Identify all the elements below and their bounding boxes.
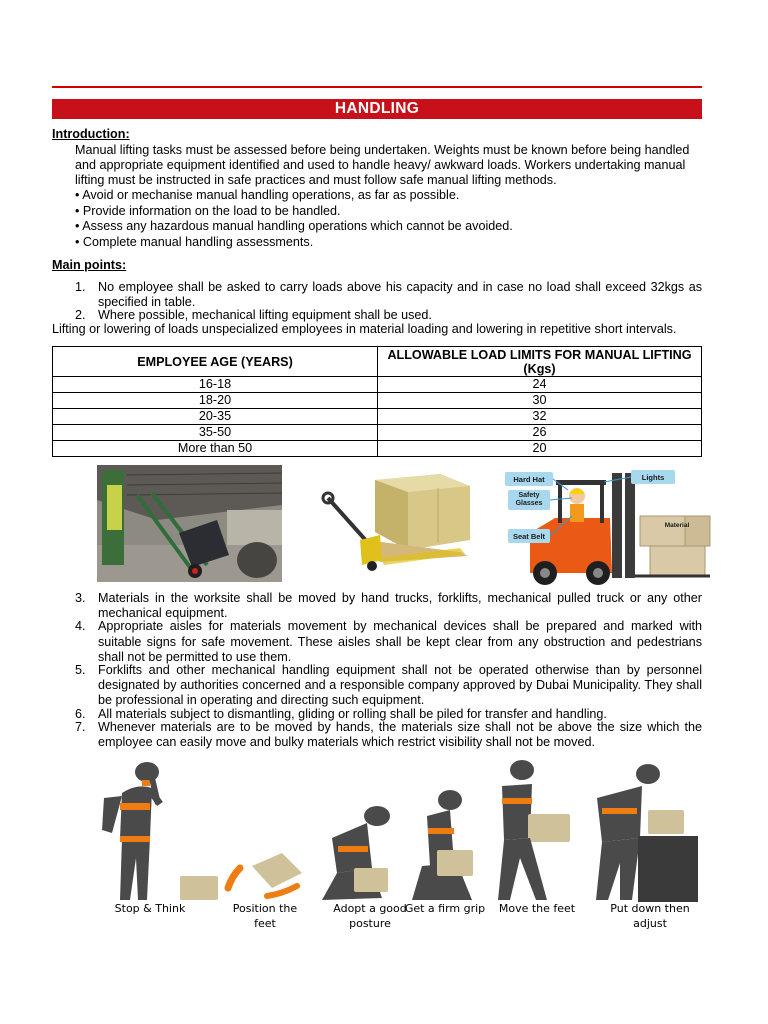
main-points-list-a xyxy=(75,280,702,324)
figure-position-feet xyxy=(228,853,302,896)
caption-stop-think: Stop & Think xyxy=(114,902,186,915)
point-number: 4. xyxy=(75,619,86,634)
point-number: 6. xyxy=(75,706,86,721)
point-number: 2. xyxy=(75,308,86,323)
caption-position-feet: Position the feet xyxy=(232,902,298,930)
column-header-limit: ALLOWABLE LOAD LIMITS FOR MANUAL LIFTING (Kgs) xyxy=(378,347,702,377)
point-text: Whenever materials are to be moved by hands, the materials size shall not be above the size which the employee can easily move and bulky materials which restrict visibility shall not be moved. xyxy=(98,719,702,750)
point-text: Appropriate aisles for materials movement by mechanical devices shall be prepared and marked with suitable signs for safe movement. These aisles shall be kept clear from any obstruction and pedestrians shall not be permitted to use them. xyxy=(98,619,702,664)
point-item xyxy=(75,720,702,750)
column-header-age: EMPLOYEE AGE (YEARS) xyxy=(53,347,378,377)
label-material: Material xyxy=(664,522,690,529)
load-limits-table xyxy=(52,346,702,457)
pallet-jack-photo xyxy=(320,470,475,578)
point-number: 7. xyxy=(75,719,86,734)
limit-cell: 20 xyxy=(378,441,702,457)
label-hard-hat: Hard Hat xyxy=(513,475,545,484)
bullet-item: • Provide information on the load to be handled. xyxy=(75,203,341,218)
age-cell: 18-20 xyxy=(53,393,378,409)
main-points-list-b xyxy=(75,591,702,750)
figure-move-feet xyxy=(498,760,570,900)
limit-cell: 26 xyxy=(378,425,702,441)
point-number: 5. xyxy=(75,663,86,678)
point-number: 3. xyxy=(75,591,86,605)
main-points-heading: Main points: xyxy=(52,258,127,272)
figure-stop-think xyxy=(102,762,218,900)
table-row xyxy=(53,409,702,425)
caption-put-down: Put down then adjust xyxy=(610,902,690,930)
intro-heading: Introduction: xyxy=(52,127,130,141)
age-cell: 20-35 xyxy=(53,409,378,425)
limit-cell: 24 xyxy=(378,377,702,393)
caption-firm-grip: Get a firm grip xyxy=(404,902,486,915)
table-header-row xyxy=(53,347,702,377)
point-item xyxy=(75,619,702,665)
intro-bullets xyxy=(75,188,695,250)
limit-cell: 32 xyxy=(378,409,702,425)
label-safety-glasses: Safety Glasses xyxy=(515,492,543,507)
bullet-item: • Complete manual handling assessments. xyxy=(75,234,314,249)
top-rule xyxy=(52,86,702,88)
hand-truck-photo xyxy=(97,465,282,582)
point-item xyxy=(75,663,702,709)
intro-paragraph: Manual lifting tasks must be assessed before being undertaken. Weights must be known before being handled and appropriate equipment identified and used to handle heavy/ awkward loads. Workers undertaking manual lifting must be instructed in safe practices and must follow safe manual lifting methods. xyxy=(75,143,690,188)
table-row xyxy=(53,377,702,393)
lifting-steps-illustration xyxy=(92,758,702,906)
caption-move-feet: Move the feet xyxy=(498,902,576,915)
point-item xyxy=(75,591,702,621)
table-row xyxy=(53,393,702,409)
limit-cell: 30 xyxy=(378,393,702,409)
section-banner: HANDLING xyxy=(52,99,702,119)
label-lights: Lights xyxy=(641,473,665,482)
age-cell: More than 50 xyxy=(53,441,378,457)
table-row xyxy=(53,441,702,457)
figure-firm-grip xyxy=(412,790,473,900)
label-seat-belt: Seat Belt xyxy=(512,532,546,541)
forklift-illustration xyxy=(500,468,712,585)
point-text: No employee shall be asked to carry loads above his capacity and in case no load shall exceed 32kgs as specified in table. xyxy=(98,280,702,310)
age-cell: 35-50 xyxy=(53,425,378,441)
table-row xyxy=(53,425,702,441)
point-text: All materials subject to dismantling, gliding or rolling shall be piled for transfer and handling. xyxy=(98,706,607,721)
point-text: Materials in the worksite shall be moved by hand trucks, forklifts, mechanical pulled truck or any other mechanical equipment. xyxy=(98,591,702,621)
bullet-item: • Avoid or mechanise manual handling operations, as far as possible. xyxy=(75,188,460,202)
point-text: Forklifts and other mechanical handling equipment shall not be operated otherwise than by personnel designated by authorities concerned and a responsible company approved by Dubai Municipality. They shall be professional in operating and directing such equipment. xyxy=(98,663,702,708)
lifting-note: Lifting or lowering of loads unspecialized employees in material loading and lowering in repetitive short intervals. xyxy=(52,322,677,336)
point-text: Where possible, mechanical lifting equipment shall be used. xyxy=(98,308,432,323)
caption-good-posture: Adopt a good posture xyxy=(333,902,407,930)
figure-good-posture xyxy=(322,806,390,900)
bullet-item: • Assess any hazardous manual handling operations which cannot be avoided. xyxy=(75,219,513,233)
figure-put-down xyxy=(596,764,698,902)
age-cell: 16-18 xyxy=(53,377,378,393)
point-number: 1. xyxy=(75,280,86,294)
point-item xyxy=(75,280,702,310)
